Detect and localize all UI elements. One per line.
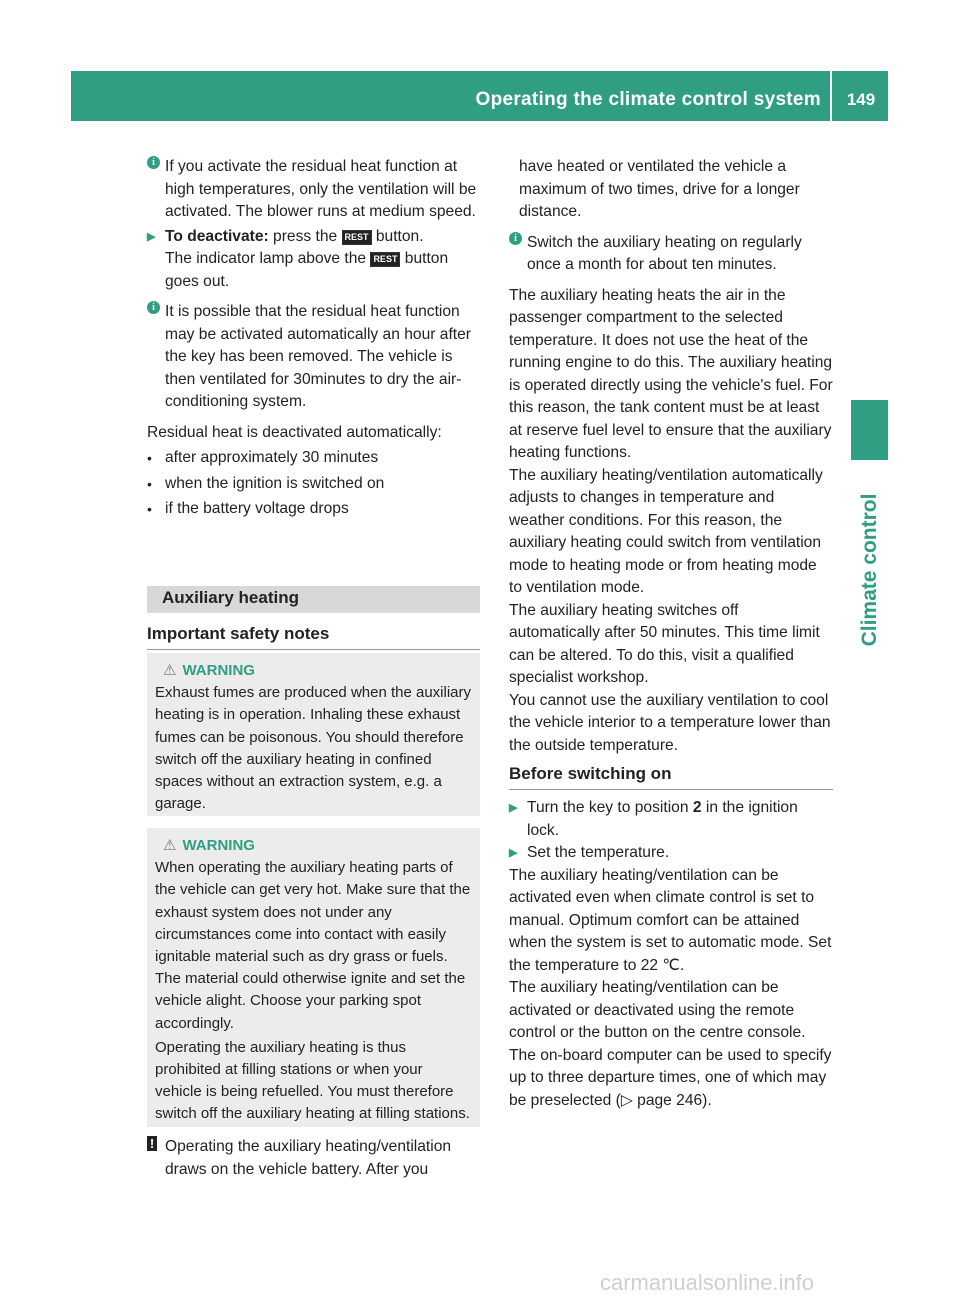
step [509,797,833,842]
warning-box [147,653,480,816]
watermark: carmanualsonline.info [600,1270,815,1295]
step-position: 2 [692,799,702,816]
list-item-text: after approximately 30 minutes [165,449,379,466]
info-text: It is possible that the residual heat function may be activated automatically an hour after the key has been removed. The vehicle is then ventilated for 30minutes to dry the air-conditioning system. [165,303,471,410]
warning-icon: ⚠ [163,837,177,854]
step [509,842,833,865]
right-column-upper [509,156,833,757]
list-item-text: if the battery voltage drops [165,500,349,517]
bullet-icon: • [147,450,152,466]
arrow-icon: ▶ [509,802,518,814]
paragraph: The auxiliary heating switches off automatically after 50 minutes. This time limit can be altered. To do this, visit a qualified specialist workshop. [509,601,820,686]
warning-icon: ⚠ [163,662,177,679]
step-label: To deactivate: [165,227,269,245]
lamp-text [147,248,480,293]
page-number: 149 [846,90,876,109]
warning-text: Operating the auxiliary heating is thus prohibited at filling stations or when your vehicle is being refuelled. You must therefore switch off the auxiliary heating at filling stations. [155,1038,470,1123]
list-item [147,473,480,496]
rest-key-icon: REST [370,252,400,267]
info-note [147,301,480,414]
bullet-icon: • [147,475,152,492]
paragraph: The auxiliary heating heats the air in the passenger compartment to the selected temperature. It does not use the heat of the running engine to do this. The auxiliary heating is operated directly using the vehicle's fuel. For this reason, the tank content must be at least at reserve fuel level to ensure that the auxiliary heating functions. [509,286,833,461]
lamp-text-end: button goes out. [165,250,449,290]
bullet-icon: • [147,501,152,517]
header-divider [830,71,832,121]
paragraph: The auxiliary heating/ventilation can be activated or deactivated using the remote control or the button on the centre console. [509,979,806,1041]
subheading: Important safety notes [147,624,330,643]
left-column-upper [147,156,480,521]
page-title: Operating the climate control system [475,89,821,110]
step-text-end: in the ignition lock. [527,799,798,839]
step-text: Set the temperature. [527,844,670,861]
exclamation-icon: ! [147,1136,157,1151]
arrow-icon: ▶ [509,847,518,859]
section-heading: Auxiliary heating [162,588,299,607]
list-item [147,498,480,521]
right-column-lower [509,797,833,1112]
step-text: Turn the key to position [527,799,693,816]
side-tab-label: Climate control [858,493,881,647]
warning-text: When operating the auxiliary heating parts of the vehicle can get very hot. Make sure that the exhaust system does not under any circumstances come into contact with easily ignitable material such as dry grass or fuels. The material could otherwise ignite and set the vehicle alight. Choose your parking spot accordingly. [155,859,471,1032]
subheading: Before switching on [509,764,672,783]
info-text: If you activate the residual heat function at high temperatures, only the ventilation will be activated. The blower runs at medium speed. [165,158,477,220]
battery-note [147,1136,480,1181]
arrow-icon: ▶ [147,230,156,243]
info-icon: i [509,232,522,245]
subheading-rule [147,649,480,650]
warning-box [147,828,480,1127]
side-tab-marker [851,400,888,460]
list-item [147,447,480,470]
warning-text: Exhaust fumes are produced when the auxiliary heating is in operation. Inhaling these exhaust fumes can be poisonous. You should therefore switch off the auxiliary heating in confined spaces without an extraction system, e.g. a garage. [155,684,472,813]
note-text: Operating the auxiliary heating/ventilation draws on the vehicle battery. After you [165,1138,452,1178]
warning-header [155,660,472,682]
subheading-rule [509,789,833,790]
paragraph: You cannot use the auxiliary ventilation to cool the vehicle interior to a temperature lower than the outside temperature. [509,691,831,754]
warning-label: WARNING [182,837,255,854]
side-tab [840,470,900,670]
paragraph: The auxiliary heating/ventilation can be activated even when climate control is set to manual. Optimum comfort can be attained when the system is set to automatic mode. Set the temperature to 22 ℃. [509,866,832,974]
step-text: press the [268,227,342,245]
info-note [509,232,833,277]
info-icon: i [147,301,160,314]
paragraph: The on-board computer can be used to specify up to three departure times, one of which may be preselected (▷ page 246). [509,1046,832,1109]
caution-note [147,1136,480,1181]
lamp-text-start: The indicator lamp above the [165,250,371,267]
rest-key-icon: REST [342,230,372,245]
info-note [147,156,480,224]
step-text-end: button. [371,227,424,245]
deactivate-step [147,226,480,249]
warning-label: WARNING [182,662,255,679]
warning-header [155,835,472,857]
info-icon: i [147,156,160,169]
note-continuation: have heated or ventilated the vehicle a maximum of two times, drive for a longer distance. [519,158,800,220]
list-item-text: when the ignition is switched on [165,474,385,492]
paragraph: The auxiliary heating/ventilation automatically adjusts to changes in temperature and weather conditions. For this reason, the auxiliary heating could switch from ventilation mode to heating mode or from heating mode to ventilation mode. [509,466,823,596]
info-text: Switch the auxiliary heating on regularly once a month for about ten minutes. [527,233,802,273]
residual-text: Residual heat is deactivated automatically: [147,423,442,441]
